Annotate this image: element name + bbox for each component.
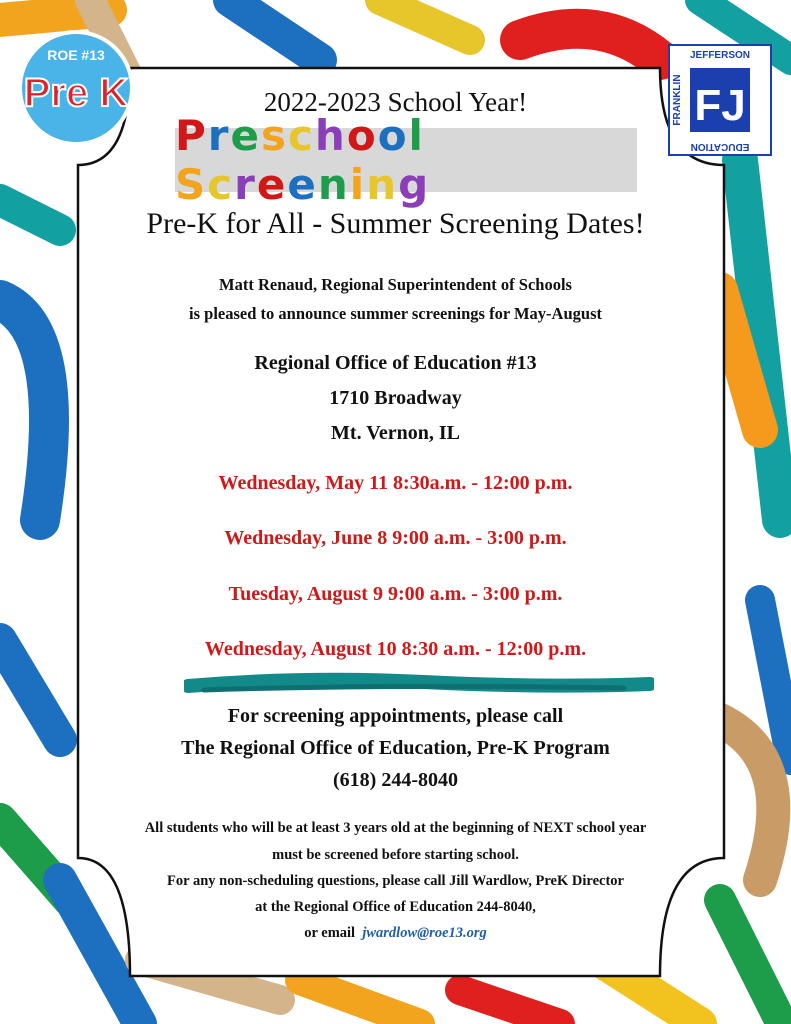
email-link[interactable]: jwardlow@roe13.org <box>362 925 487 941</box>
fj-logo-bottom-text: EDUCATION <box>690 141 750 152</box>
preschool-screening-title: Preschool Screening <box>175 111 431 209</box>
school-year-title: 2022-2023 School Year! <box>263 87 528 117</box>
teal-brush-divider <box>184 672 654 698</box>
screening-date-4: Wednesday, August 10 8:30 a.m. - 12:00 p.m. <box>204 638 587 660</box>
location-street: 1710 Broadway <box>329 387 462 409</box>
summer-screening-subtitle: Pre-K for All - Summer Screening Dates! <box>146 207 645 240</box>
location-name: Regional Office of Education #13 <box>254 352 537 374</box>
screening-date-3: Tuesday, August 9 9:00 a.m. - 3:00 p.m. <box>228 583 563 605</box>
prek-logo-top-text: ROE #13 <box>47 47 105 63</box>
footer-email-line <box>0 925 791 942</box>
contact-line-1: For screening appointments, please call <box>227 705 564 727</box>
screening-date-2: Wednesday, June 8 9:00 a.m. - 3:00 p.m. <box>224 527 567 549</box>
fj-logo-letters: FJ <box>694 81 746 130</box>
footer-line-4: at the Regional Office of Education 244-8040, <box>255 899 536 915</box>
contact-line-2: The Regional Office of Education, Pre-K Program <box>181 737 610 759</box>
screening-date-1: Wednesday, May 11 8:30a.m. - 12:00 p.m. <box>218 472 573 494</box>
footer-line-3: For any non-scheduling questions, please call Jill Wardlow, PreK Director <box>167 873 624 889</box>
prek-logo-main-text: Pre K <box>23 71 129 115</box>
announcement-line-1: Matt Renaud, Regional Superintendent of Schools <box>219 275 572 294</box>
footer-line-1: All students who will be at least 3 years old at the beginning of NEXT school year <box>144 820 647 836</box>
fj-logo-left-text: FRANKLIN <box>672 74 683 126</box>
announcement-line-2: is pleased to announce summer screenings for May-August <box>189 304 602 323</box>
footer-line-2: must be screened before starting school. <box>272 847 519 863</box>
contact-phone: (618) 244-8040 <box>333 769 458 791</box>
preschool-screening-banner <box>175 111 637 209</box>
email-prefix: or email <box>304 925 356 941</box>
location-city: Mt. Vernon, IL <box>331 422 460 444</box>
fj-logo-top-text: JEFFERSON <box>689 50 751 61</box>
